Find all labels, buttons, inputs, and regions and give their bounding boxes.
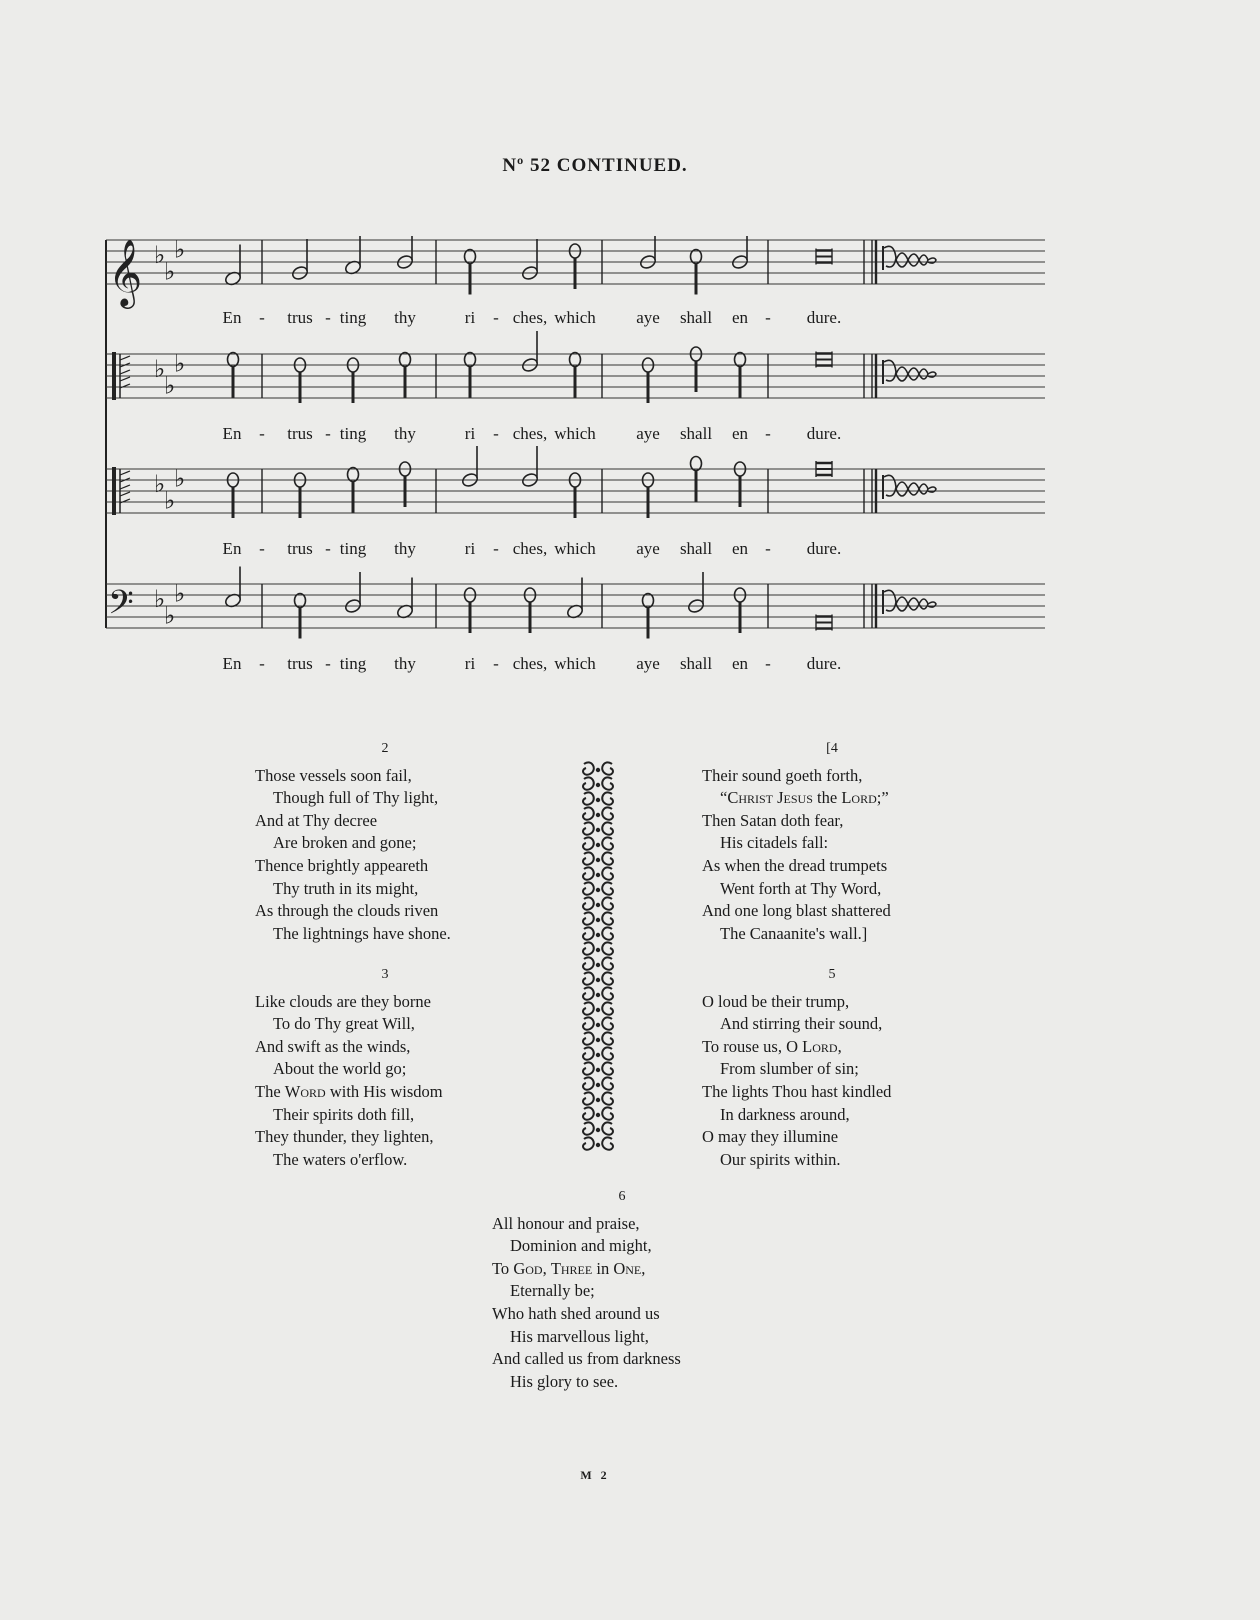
music-score (100, 236, 1080, 696)
verse-line: As when the dread trumpets (702, 855, 888, 875)
end-scroll-ornament (884, 590, 936, 611)
verse-number: 3 (381, 967, 389, 982)
lyric-syllable: trus (287, 424, 313, 443)
ornament-scroll (583, 897, 594, 909)
ornament-scroll (583, 1017, 594, 1029)
verse-line: Eternally be; (510, 1281, 595, 1301)
ornament-dot (596, 1098, 600, 1102)
ornament-dot (596, 1128, 600, 1132)
lyric-syllable: ri (464, 424, 476, 443)
c-clef-icon (120, 485, 130, 489)
ornament-dot (596, 843, 600, 847)
ornament-scroll (602, 1107, 613, 1119)
lyric-syllable: which (554, 539, 596, 558)
verse-number: 2 (381, 741, 389, 756)
c-clef-icon (112, 467, 116, 515)
ornament-scroll (602, 927, 613, 939)
note-head (570, 353, 581, 367)
verse-line: The lightnings have shone. (273, 923, 451, 943)
verse-line: All honour and praise, (492, 1213, 640, 1233)
ornament-scroll (583, 807, 594, 819)
lyric-syllable: en (731, 308, 749, 327)
lyric-syllable: en (731, 539, 749, 558)
flat-icon: ♭ (164, 486, 176, 515)
note-head (228, 353, 239, 367)
verse-number: [4 (826, 741, 838, 756)
ornament-dot (596, 933, 600, 937)
lyric-syllable: aye (636, 654, 660, 673)
ornament-scroll (583, 822, 594, 834)
lyric-syllable: en (731, 654, 749, 673)
ornament-scroll (602, 1047, 613, 1059)
lyric-syllable: which (554, 424, 596, 443)
lyric-syllable: - (493, 539, 499, 558)
lyric-syllable: trus (287, 654, 313, 673)
lyric-syllable: dure. (806, 539, 842, 558)
c-clef-icon (120, 377, 130, 381)
lyric-syllable: shall (679, 308, 713, 327)
ornament-scroll (602, 852, 613, 864)
lyric-syllable: aye (636, 308, 660, 327)
lyric-syllable: - (493, 308, 499, 327)
ornament-scroll (602, 1002, 613, 1014)
verse-line: And swift as the winds, (255, 1036, 411, 1056)
lyric-syllable: shall (679, 654, 713, 673)
lyric-syllable: ri (464, 539, 476, 558)
c-clef-icon (120, 356, 130, 360)
verse-line: From slumber of sin; (720, 1059, 859, 1079)
lyric-syllable: aye (636, 424, 660, 443)
ornament-scroll (583, 927, 594, 939)
ornament-dot (596, 948, 600, 952)
lyric-syllable: thy (394, 424, 416, 443)
ornament-dot (596, 858, 600, 862)
ornament-scroll (583, 972, 594, 984)
ornament-scroll (602, 807, 613, 819)
lyric-syllable: thy (394, 654, 416, 673)
ornament-scroll (602, 1062, 613, 1074)
end-scroll-ornament (884, 360, 936, 381)
note-head (465, 250, 476, 264)
verse-number: 5 (828, 967, 836, 982)
flat-icon: ♭ (154, 470, 166, 498)
ornament-scroll (602, 1077, 613, 1089)
c-clef-icon (120, 370, 130, 374)
ornament-scroll (583, 1062, 594, 1074)
flat-icon: ♭ (174, 349, 186, 378)
flat-icon: ♭ (154, 585, 166, 613)
ornament-scroll (602, 1092, 613, 1104)
ornament-dot (596, 993, 600, 997)
lyric-syllable: thy (394, 539, 416, 558)
vertical-ornament (574, 758, 622, 1153)
lyric-syllable: ches, (512, 539, 548, 558)
verse-line: In darkness around, (720, 1104, 850, 1124)
verse-line: Their sound goeth forth, (702, 765, 863, 785)
ornament-scroll (583, 882, 594, 894)
ornament-dot (596, 798, 600, 802)
flat-icon: ♭ (164, 601, 176, 630)
ornament-scroll (583, 792, 594, 804)
verse-line: His marvellous light, (510, 1326, 649, 1346)
ornament-scroll (583, 867, 594, 879)
lyric-syllable: dure. (806, 654, 842, 673)
ornament-scroll (602, 957, 613, 969)
ornament-scroll (602, 867, 613, 879)
end-scroll-ornament (884, 246, 936, 267)
end-scroll-ornament (884, 475, 936, 496)
lyric-syllable: - (325, 424, 331, 443)
lyrics-treble (100, 308, 1080, 332)
ornament-scroll (602, 882, 613, 894)
ornament-dot (596, 1023, 600, 1027)
verse-line: To do Thy great Will, (273, 1014, 415, 1034)
lyric-syllable: - (493, 424, 499, 443)
ornament-scroll (583, 1002, 594, 1014)
lyric-syllable: ting (339, 539, 367, 558)
lyric-syllable: - (765, 539, 771, 558)
verse-3 (255, 964, 515, 1171)
note-head (691, 457, 702, 471)
ornament-dot (596, 783, 600, 787)
verse-line: The Word with His wisdom (255, 1081, 443, 1101)
lyric-syllable: - (765, 654, 771, 673)
lyrics-alto (100, 424, 1080, 448)
flat-icon: ♭ (174, 464, 186, 493)
lyric-syllable: thy (394, 308, 416, 327)
ornament-dot (596, 963, 600, 967)
verse-line: Though full of Thy light, (273, 788, 439, 808)
verse-line: And at Thy decree (255, 810, 378, 830)
ornament-dot (596, 828, 600, 832)
lyric-syllable: En (222, 308, 242, 327)
note-head (643, 594, 654, 608)
verse-5 (702, 964, 962, 1171)
ornament-dot (596, 978, 600, 982)
ornament-scroll (602, 972, 613, 984)
c-clef-icon (112, 352, 116, 400)
ornament-dot (596, 813, 600, 817)
ornament-scroll (583, 912, 594, 924)
verse-line: About the world go; (273, 1059, 407, 1079)
lyric-syllable: ri (464, 654, 476, 673)
lyric-syllable: ches, (512, 424, 548, 443)
lyric-syllable: - (765, 308, 771, 327)
verse-6 (492, 1186, 752, 1393)
lyric-syllable: - (259, 654, 265, 673)
ornament-scroll (583, 852, 594, 864)
page-title: Nº 52 CONTINUED. (502, 155, 688, 176)
lyric-syllable: - (325, 539, 331, 558)
verse-2 (255, 738, 515, 945)
note-head (295, 594, 306, 608)
verse-line: Then Satan doth fear, (702, 810, 844, 830)
ornament-dot (596, 918, 600, 922)
ornament-scroll (602, 912, 613, 924)
note-head (735, 353, 746, 367)
flat-icon: ♭ (154, 355, 166, 383)
flat-icon: ♭ (164, 371, 176, 400)
verse-line: The waters o'erflow. (273, 1149, 408, 1169)
lyric-syllable: En (222, 539, 242, 558)
ornament-dot (596, 1113, 600, 1117)
verse-line: To rouse us, O Lord, (702, 1036, 842, 1056)
ornament-scroll (583, 837, 594, 849)
ornament-dot (596, 888, 600, 892)
flat-icon: ♭ (174, 236, 186, 264)
lyric-syllable: ches, (512, 654, 548, 673)
ornament-scroll (583, 777, 594, 789)
lyric-syllable: trus (287, 539, 313, 558)
verse-line: O loud be their trump, (702, 991, 850, 1011)
lyric-syllable: ches, (512, 308, 548, 327)
ornament-scroll (602, 822, 613, 834)
c-clef-icon (120, 492, 130, 496)
lyric-syllable: - (259, 539, 265, 558)
lyric-syllable: En (222, 654, 242, 673)
note-head (691, 250, 702, 264)
ornament-dot (596, 1143, 600, 1147)
ornament-dot (596, 1053, 600, 1057)
bass-clef-icon: 𝄢 (108, 584, 134, 630)
note-head (400, 353, 411, 367)
lyric-syllable: - (325, 654, 331, 673)
lyrics-tenor (100, 539, 1080, 563)
lyrics-bass (100, 654, 1080, 678)
lyric-syllable: dure. (806, 308, 842, 327)
verse-line: Those vessels soon fail, (255, 765, 412, 785)
ornament-dot (596, 873, 600, 877)
treble-clef-icon: 𝄞 (108, 238, 143, 306)
lyric-syllable: dure. (806, 424, 842, 443)
ornament-scroll (583, 1077, 594, 1089)
lyric-syllable: aye (636, 539, 660, 558)
verse-line: Dominion and might, (510, 1236, 652, 1256)
lyric-syllable: ri (464, 308, 476, 327)
ornament-dot (596, 768, 600, 772)
ornament-scroll (602, 777, 613, 789)
ornament-scroll (583, 1092, 594, 1104)
verse-line: His glory to see. (510, 1371, 619, 1391)
score-notation (100, 236, 1080, 696)
verse-line: The lights Thou hast kindled (702, 1081, 892, 1101)
ornament-scroll (583, 942, 594, 954)
ornament-dot (596, 1068, 600, 1072)
ornament-scroll (583, 762, 594, 774)
verse-line: O may they illumine (702, 1127, 839, 1147)
ornament-scroll (583, 1032, 594, 1044)
flat-icon: ♭ (174, 579, 186, 608)
ornament-scroll (583, 1137, 594, 1149)
ornament-scroll (583, 957, 594, 969)
note-head (465, 353, 476, 367)
ornament-scroll (583, 1122, 594, 1134)
verse-line: Their spirits doth fill, (273, 1104, 415, 1124)
lyric-syllable: - (765, 424, 771, 443)
verse-line: Thy truth in its might, (273, 878, 419, 898)
lyric-syllable: ting (339, 308, 367, 327)
verse-line: The Canaanite's wall.] (720, 923, 868, 943)
lyric-syllable: shall (679, 424, 713, 443)
verse-line: And one long blast shattered (702, 901, 891, 921)
verse-line: His citadels fall: (720, 833, 829, 853)
verse-line: Who hath shed around us (492, 1303, 660, 1323)
c-clef-icon (120, 471, 130, 475)
ornament-dot (596, 1038, 600, 1042)
verse-number: 6 (618, 1189, 626, 1204)
ornament-scroll (583, 1047, 594, 1059)
page-signature: M 2 (580, 1468, 610, 1482)
verse-line: Are broken and gone; (273, 833, 417, 853)
lyric-syllable: which (554, 308, 596, 327)
ornament-scroll (602, 762, 613, 774)
lyric-syllable: ting (339, 424, 367, 443)
ornament-scroll (602, 987, 613, 999)
verse-line: Went forth at Thy Word, (720, 878, 882, 898)
ornament-scroll (602, 897, 613, 909)
verse-line: Our spirits within. (720, 1149, 841, 1169)
lyric-syllable: - (325, 308, 331, 327)
lyric-syllable: which (554, 654, 596, 673)
ornament-scroll (602, 1017, 613, 1029)
ornament-scroll (602, 1137, 613, 1149)
ornament-scroll (583, 1107, 594, 1119)
lyric-syllable: - (493, 654, 499, 673)
ornament-scroll (602, 1122, 613, 1134)
verse-line: “Christ Jesus the Lord;” (720, 788, 889, 808)
verse-line: To God, Three in One, (492, 1258, 646, 1278)
lyric-syllable: En (222, 424, 242, 443)
flat-icon: ♭ (154, 241, 166, 269)
note-head (348, 468, 359, 482)
lyric-syllable: - (259, 308, 265, 327)
ornament-scroll (602, 792, 613, 804)
verse-line: And called us from darkness (492, 1349, 681, 1369)
verse-line: Thence brightly appeareth (255, 855, 429, 875)
verse-line: They thunder, they lighten, (255, 1127, 434, 1147)
ornament-scroll (602, 1032, 613, 1044)
ornament-scroll (602, 942, 613, 954)
ornament-dot (596, 1008, 600, 1012)
lyric-syllable: ting (339, 654, 367, 673)
verse-4 (702, 738, 962, 945)
lyric-syllable: trus (287, 308, 313, 327)
ornament-dot (596, 1083, 600, 1087)
ornament-dot (596, 903, 600, 907)
verse-line: As through the clouds riven (255, 901, 439, 921)
lyric-syllable: en (731, 424, 749, 443)
verse-line: And stirring their sound, (720, 1014, 883, 1034)
flat-icon: ♭ (164, 257, 176, 286)
ornament-scroll (602, 837, 613, 849)
lyric-syllable: shall (679, 539, 713, 558)
verse-line: Like clouds are they borne (255, 991, 431, 1011)
ornament-scroll (583, 987, 594, 999)
lyric-syllable: - (259, 424, 265, 443)
